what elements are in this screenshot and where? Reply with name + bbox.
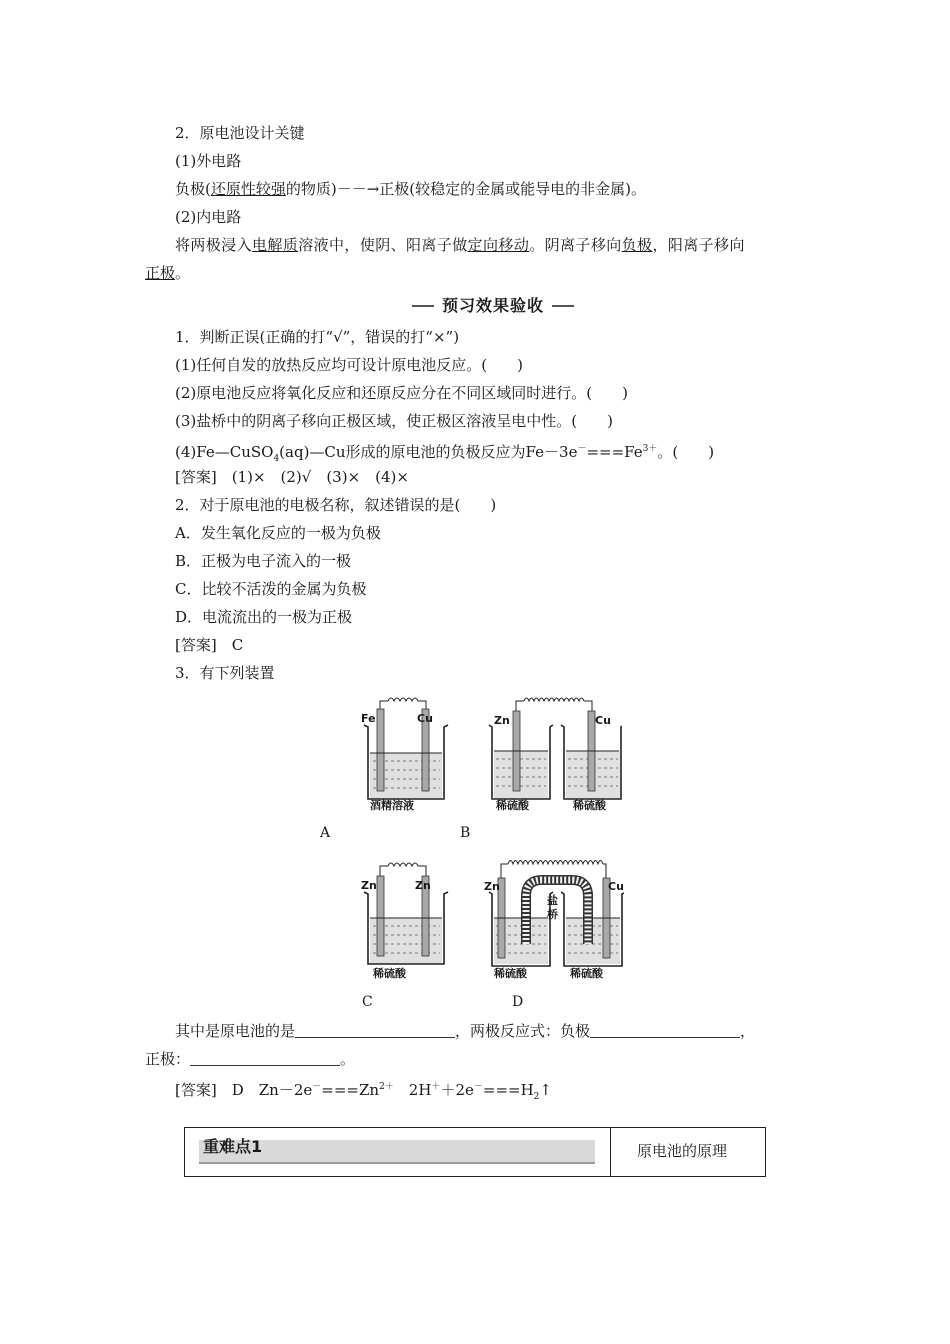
electrode-label: Zn xyxy=(415,879,431,892)
question-2-option: C．比较不活泼的金属为负极 xyxy=(175,580,367,598)
question-1-answer: [答案] (1)× (2)√ (3)× (4)× xyxy=(175,468,409,486)
section-banner xyxy=(412,294,574,318)
keypoint-title: 原电池的原理 xyxy=(637,1142,728,1160)
question-1-item: (4)Fe—CuSO$_4$(aq)—Cu形成的原电池的负极反应为$Fe-3e^-===Fe^{3+}$。( ) xyxy=(175,443,715,464)
keypoint-tag: 重难点1 xyxy=(203,1137,263,1156)
figure-caption-c: C xyxy=(362,994,373,1010)
subheading-internal-circuit: (2)内电路 xyxy=(175,208,242,226)
section-heading: 2．原电池设计关键 xyxy=(175,124,305,142)
answer-blank[interactable] xyxy=(190,1051,340,1066)
figure-caption-d: D xyxy=(512,994,524,1010)
question-3-answer: [答案] D $Zn-2e^-===Zn^{2+}$ $2H^++2e^-===H_2↑$ xyxy=(175,1081,552,1102)
answer-blank[interactable] xyxy=(590,1023,740,1038)
electrode-label: Zn xyxy=(494,714,510,727)
solution-label: 稀硫酸 xyxy=(494,967,527,980)
question-1-item: (1)任何自发的放热反应均可设计原电池反应。( ) xyxy=(175,356,523,374)
keypoint-header-table xyxy=(184,1127,766,1177)
external-circuit-text: 负极(还原性较强的物质)－－→正极(较稳定的金属或能导电的非金属)。 xyxy=(175,180,647,198)
internal-circuit-text: 将两极浸入电解质溶液中，使阴、阳离子做定向移动。阴离子移向负极，阳离子移向 xyxy=(175,236,745,254)
banner-title: 预习效果验收 xyxy=(434,294,552,318)
electrode-label: Zn xyxy=(484,880,500,893)
electrode-label: Zn xyxy=(361,879,377,892)
apparatus-b-diagram xyxy=(488,693,622,813)
solution-label: 稀硫酸 xyxy=(573,799,606,812)
figure-caption-b: B xyxy=(460,825,471,841)
table-divider xyxy=(610,1128,611,1176)
fill-in-question: 其中是原电池的是 ，两极反应式：负极 ， xyxy=(175,1022,756,1040)
apparatus-c-diagram xyxy=(360,858,452,978)
solution-label: 酒精溶液 xyxy=(370,799,414,812)
question-2-option: B．正极为电子流入的一极 xyxy=(175,552,352,570)
electrode-label: Fe xyxy=(361,712,376,725)
electrode-label: Cu xyxy=(595,714,611,727)
question-1-stem: 1．判断正误(正确的打“√”，错误的打“×”) xyxy=(175,328,460,346)
question-3-stem: 3．有下列装置 xyxy=(175,664,275,682)
answer-blank[interactable] xyxy=(295,1023,455,1038)
question-2-stem: 2．对于原电池的电极名称，叙述错误的是( ) xyxy=(175,496,497,514)
salt-bridge-label-2: 桥 xyxy=(547,908,558,921)
fill-in-question-cont: 正极： 。 xyxy=(145,1050,356,1068)
figure-caption-a: A xyxy=(320,825,331,841)
question-1-item: (2)原电池反应将氧化反应和还原反应分在不同区域同时进行。( ) xyxy=(175,384,628,402)
solution-label: 稀硫酸 xyxy=(373,967,406,980)
electrode-label: Cu xyxy=(417,712,433,725)
electrode-label: Cu xyxy=(608,880,624,893)
solution-label: 稀硫酸 xyxy=(570,967,603,980)
question-2-answer: [答案] C xyxy=(175,636,244,654)
subheading-external-circuit: (1)外电路 xyxy=(175,152,242,170)
internal-circuit-text-cont: 正极。 xyxy=(145,264,191,282)
question-1-item: (3)盐桥中的阴离子移向正极区域，使正极区溶液呈电中性。( ) xyxy=(175,412,613,430)
question-2-option: D．电流流出的一极为正极 xyxy=(175,608,353,626)
solution-label: 稀硫酸 xyxy=(496,799,529,812)
question-2-option: A．发生氧化反应的一极为负极 xyxy=(175,524,381,542)
salt-bridge-label-1: 盐 xyxy=(547,894,558,907)
